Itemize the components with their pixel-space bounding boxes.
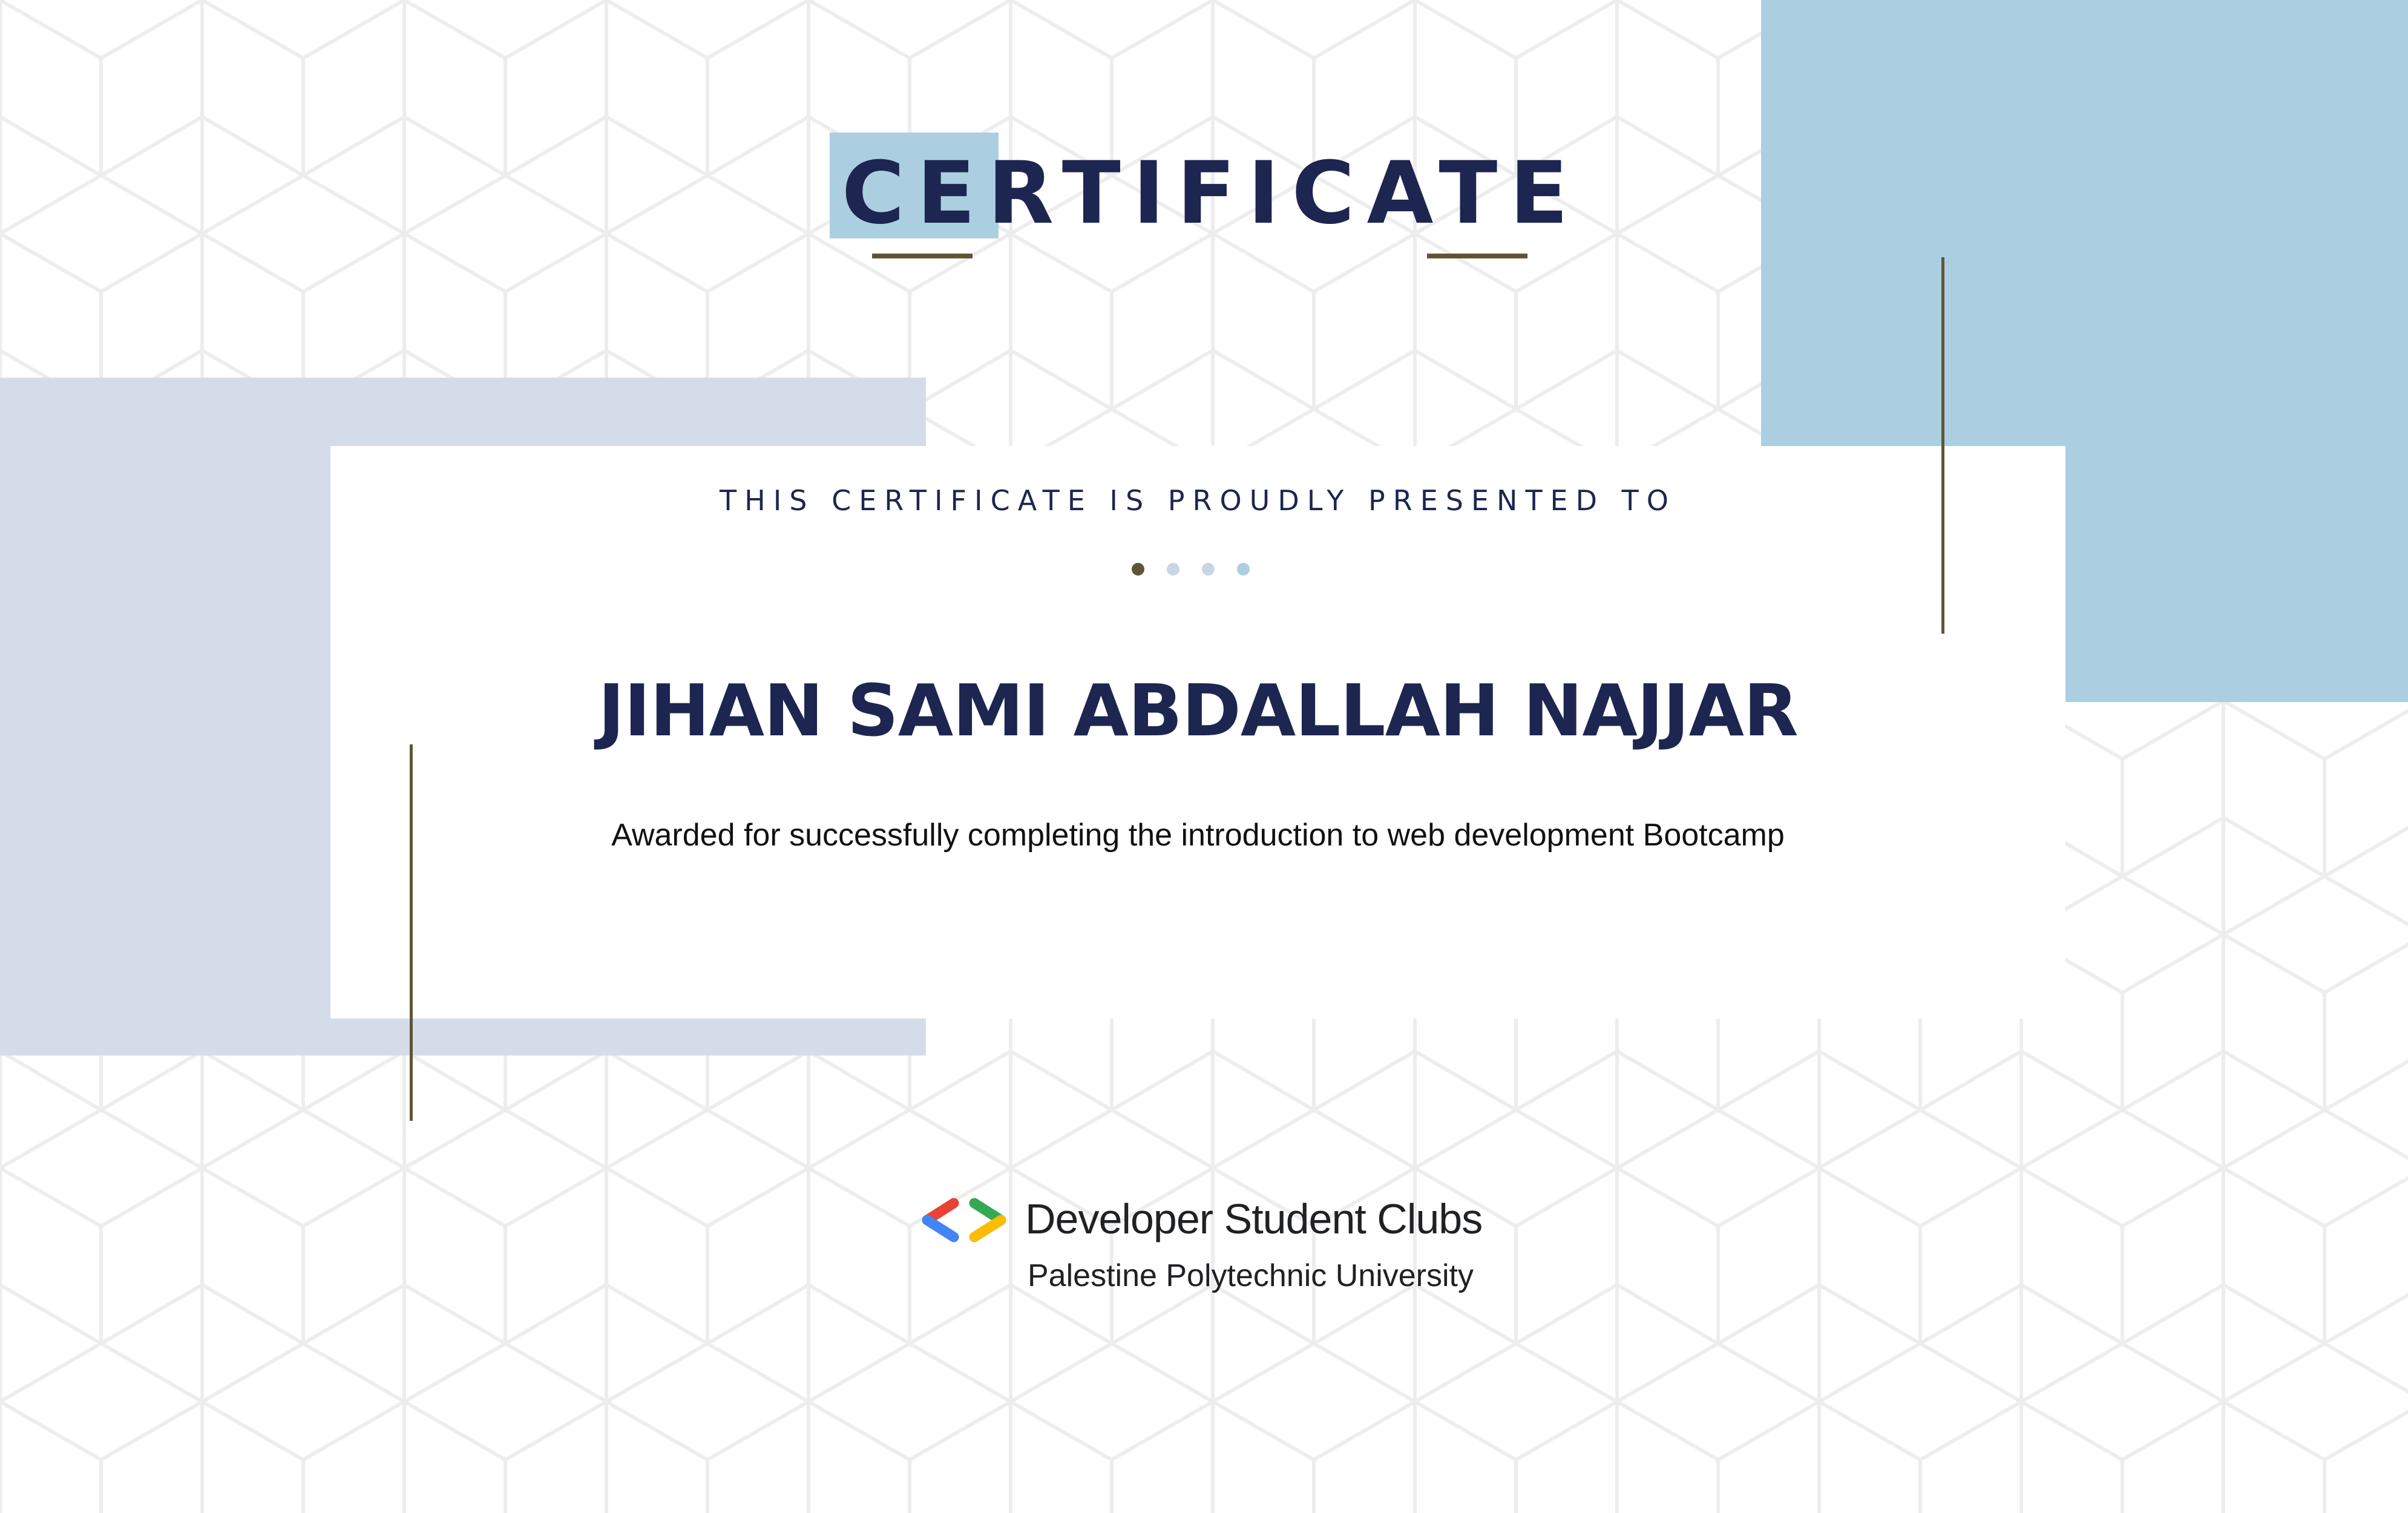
decorative-vertical-line-left [410, 744, 413, 1121]
award-description: Awarded for successfully completing the introduction to web development Bootcamp [611, 818, 1785, 853]
decorative-vertical-line-right [1941, 257, 1944, 634]
dot [1167, 563, 1179, 576]
title-underline-left [872, 254, 973, 258]
recipient-name: JIHAN SAMI ABDALLAH NAJJAR [598, 669, 1798, 752]
dot [1132, 563, 1144, 576]
organization-university: Palestine Polytechnic University [1028, 1258, 1474, 1293]
organization-name: Developer Student Clubs [1025, 1195, 1483, 1242]
dot [1237, 563, 1250, 576]
certificate-title: CERTIFICATE [841, 143, 1581, 243]
certificate-subtitle: THIS CERTIFICATE IS PROUDLY PRESENTED TO [720, 484, 1676, 517]
dot [1202, 563, 1215, 576]
title-underline-right [1427, 254, 1527, 258]
developer-student-clubs-logo-icon [920, 1197, 1011, 1243]
